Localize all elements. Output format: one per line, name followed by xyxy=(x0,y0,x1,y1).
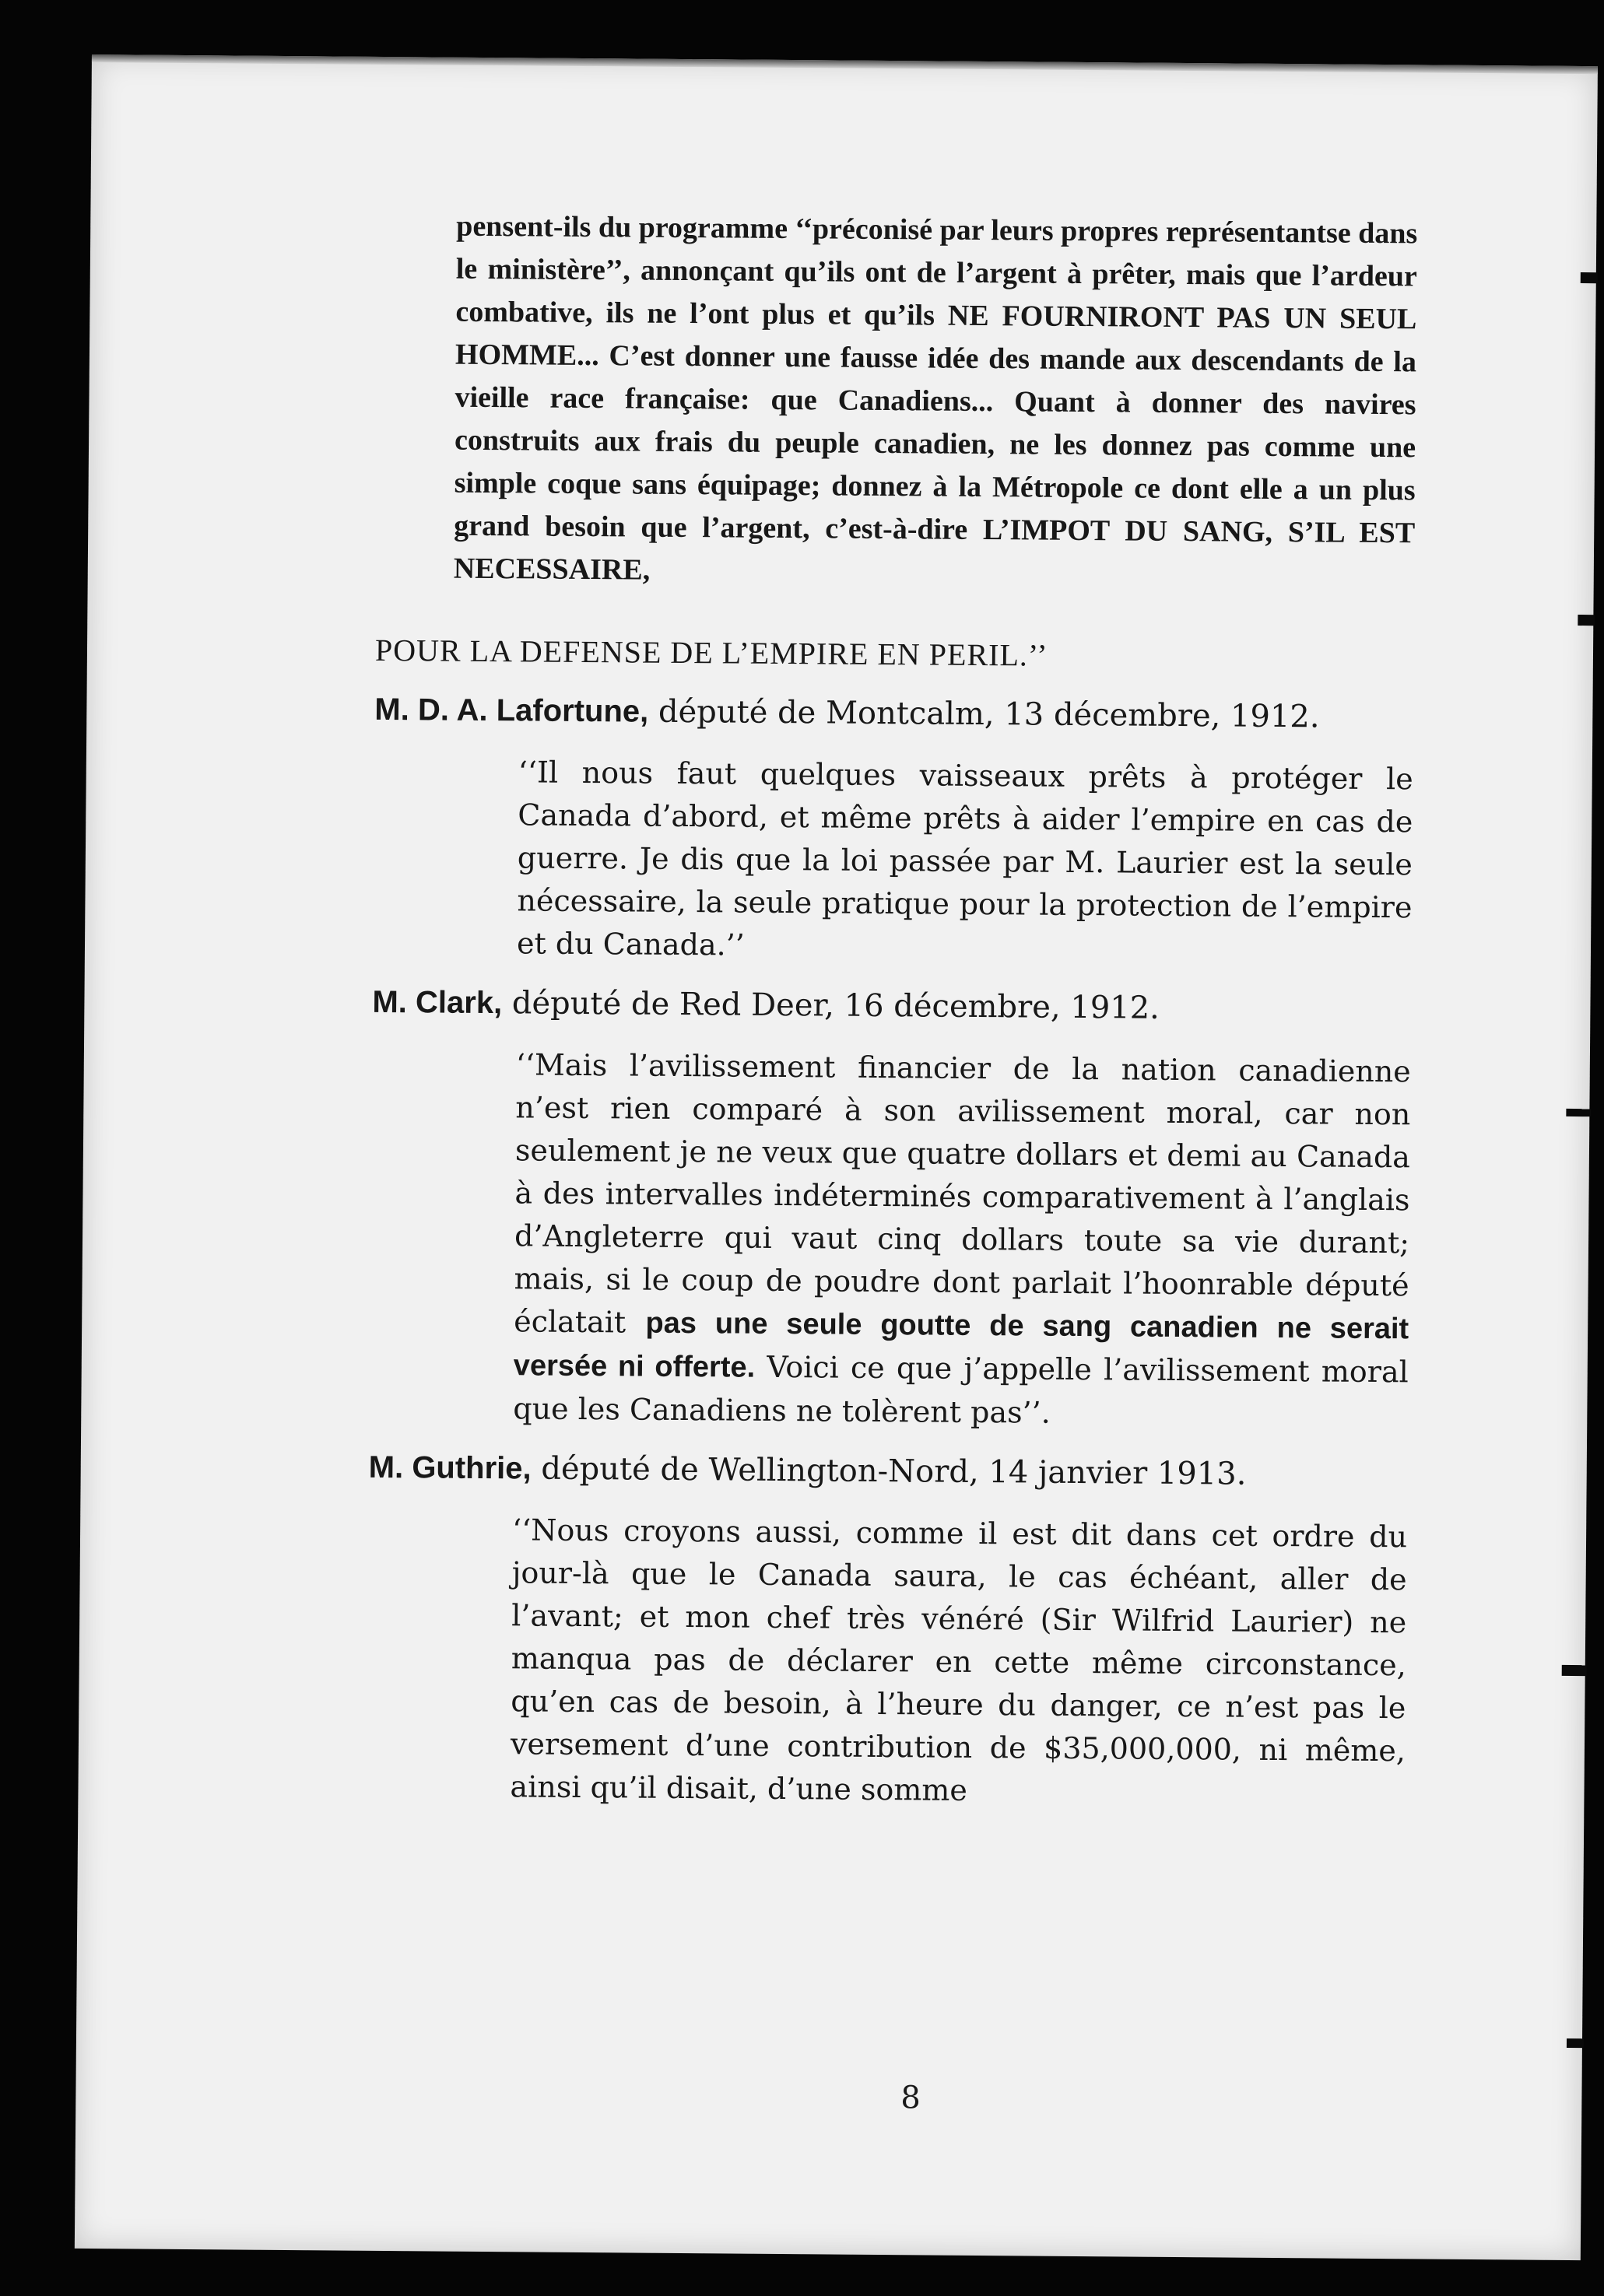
quote-text: ‘‘Il nous faut quelques vaisseaux prêts à protéger le Canada d’abord, et même prêts à aider l’empire en cas de guerre. Je dis que la loi passée par M. Laurier est la seule nécessaire, la seule pratique pour la protection de l’empire et du Canada.’’ xyxy=(516,755,1413,962)
quote-text: ‘‘Nous croyons aussi, comme il est dit dans cet ordre du jour-là que le Canada saura, le cas échéant, aller de l’avant; et mon chef très vénéré (Sir Wilfrid Laurier) ne manqua pas de déclarer en cette même circonstance, qu’en cas de besoin, à l’heure du danger, ce n’est pas le versement d’une contribution de $35,000,000, ni même, ainsi qu’il disait, d’une somme xyxy=(510,1513,1408,1807)
margin-mark xyxy=(1562,1665,1587,1676)
page-number: 8 xyxy=(900,2080,921,2116)
margin-mark xyxy=(1566,1109,1591,1116)
page-content xyxy=(368,205,1418,1816)
speaker-quote xyxy=(517,751,1413,972)
continuation-line: POUR LA DEFENSE DE L’EMPIRE EN PERIL.’’ xyxy=(374,632,1048,673)
margin-mark xyxy=(1581,272,1598,283)
speaker-info: député de Montcalm, 13 décembre, 1912. xyxy=(658,693,1320,735)
speaker-quote xyxy=(510,1509,1407,1815)
speaker-name: M. D. A. Lafortune, xyxy=(374,692,649,729)
quote-text: ‘‘Mais l’avilissement financier de la nation canadienne n’est rien comparé à son avilissement moral, car non seulement je ne veux que quatre dollars et demi au Canada à des intervalles indéterminés comparativement à l’anglais d’Angleterre qui vaut cinq dollars toute sa vie durant; mais, si le coup de poudre dont parlait l’hoonrable député éclatait xyxy=(514,1047,1411,1340)
quote-text-after: Voici ce que j’appelle l’avilissement moral que les Canadiens ne tolèrent pas’’. xyxy=(513,1349,1409,1430)
speaker-heading xyxy=(372,981,1411,1032)
speaker-name: M. Guthrie, xyxy=(368,1449,532,1486)
speaker-info: député de Wellington-Nord, 14 janvier 1913. xyxy=(541,1450,1247,1492)
speaker-name: M. Clark, xyxy=(372,984,503,1021)
quote-bold-text: pas une seule goutte de sang canadien ne serait versée ni offerte. xyxy=(513,1306,1409,1384)
speaker-heading xyxy=(374,689,1413,739)
margin-mark xyxy=(1578,615,1595,626)
margin-mark xyxy=(1567,2038,1584,2048)
speaker-info: député de Red Deer, 16 décembre, 1912. xyxy=(511,985,1160,1026)
speaker-quote xyxy=(513,1043,1411,1437)
document-page xyxy=(75,54,1598,2260)
opening-paragraph: pensent-ils du programme ‘‘préconisé par leurs propres représentantse dans le ministère’’, annonçant qu’ils ont de l’argent à prêter, mais que l’ardeur combative, ils ne l’ont plus et qu’ils NE FOURNIRONT PAS UN SEUL HOMME... C’est donner une fausse idée des mande aux descendants de la vieille race française: que Canadiens... Quant à donner des navires construits aux frais du peuple canadien, ne les donnez pas comme une simple coque sans équipage; donnez à la Métropole ce dont elle a un plus grand besoin que l’argent, c’est-à-dire L’IMPOT DU SANG, S’IL EST NECESSAIRE, xyxy=(453,209,1418,587)
speaker-heading xyxy=(369,1446,1408,1497)
